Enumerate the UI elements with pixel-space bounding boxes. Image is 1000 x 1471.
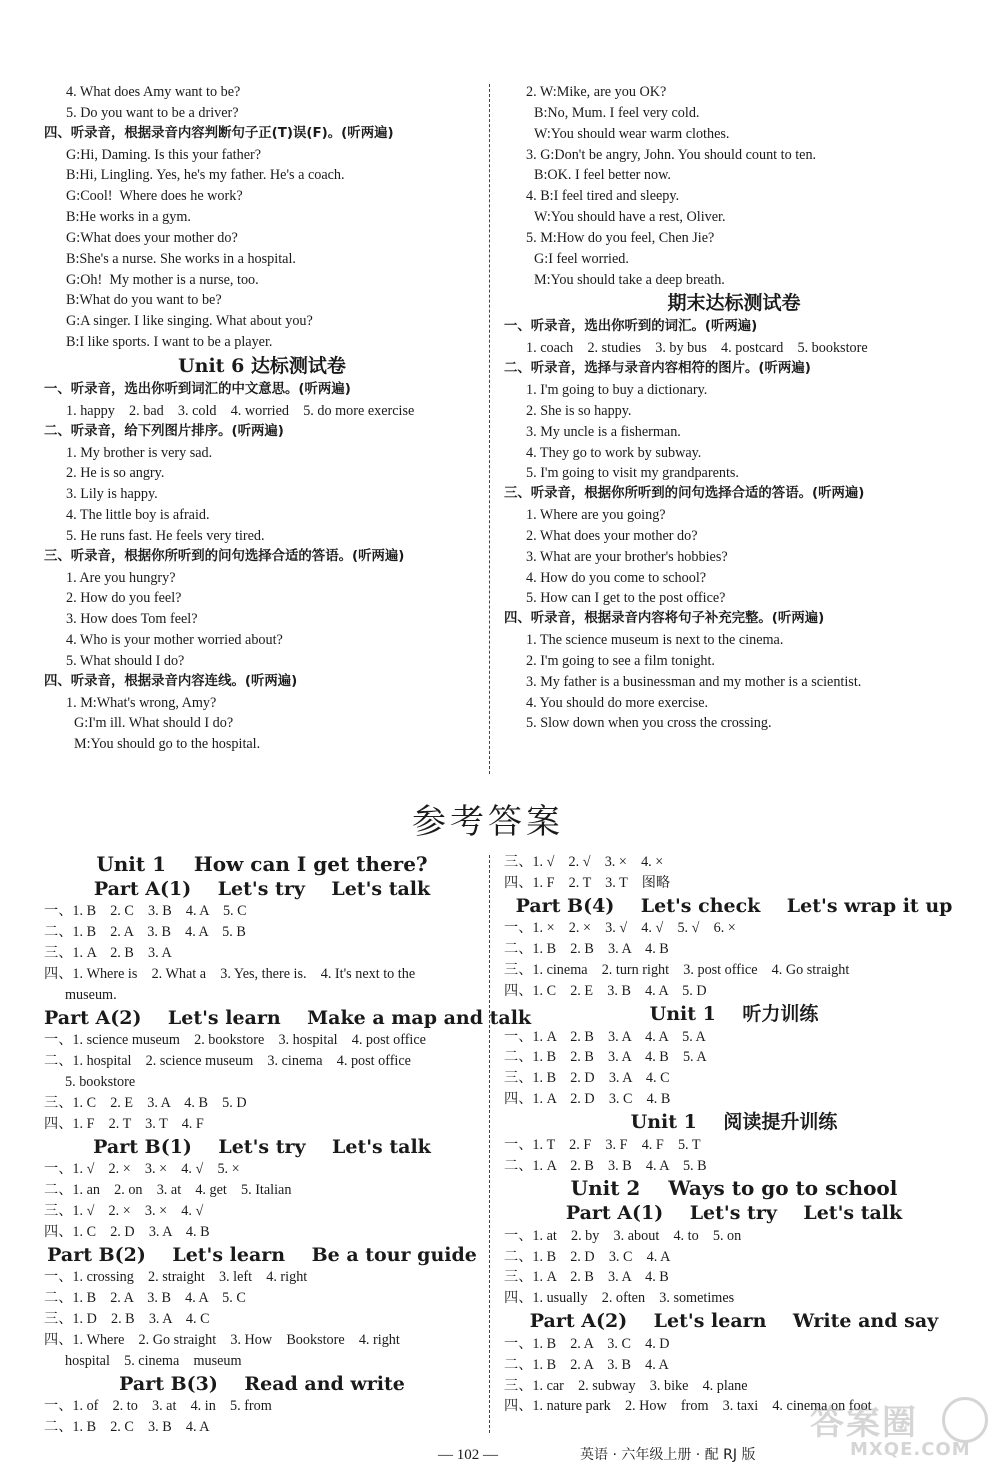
text-line: B:I like sports. I want to be a player. [66, 334, 273, 351]
text-line: 4. Who is your mother worried about? [66, 632, 283, 649]
answers-right-column [504, 852, 964, 1417]
text-line: 三、1. B 2. D 3. A 4. C [504, 1070, 670, 1087]
text-line: B:No, Mum. I feel very cold. [534, 104, 700, 121]
column-divider [489, 84, 490, 774]
text-line: 5. bookstore [65, 1074, 136, 1091]
text-line: 4. The little boy is afraid. [66, 507, 210, 524]
text-line: 四、1. Where is 2. What a 3. Yes, there is. 4. It's next to the [44, 965, 416, 982]
text-line: 5. Do you want to be a driver? [66, 104, 239, 121]
section-title: Unit 1 阅读提升训练 [630, 1111, 838, 1134]
section-title: Part A(2) Let's learn Write and say [529, 1310, 939, 1333]
text-line: B:OK. I feel better now. [534, 167, 671, 184]
text-line: W:You should wear warm clothes. [534, 125, 730, 142]
text-line: 二、1. B 2. A 3. B 4. A 5. C [44, 1290, 246, 1307]
question-heading: 一、听录音，选出你听到的词汇。(听两遍) [504, 319, 758, 335]
text-line: 四、1. C 2. E 3. B 4. A 5. D [504, 983, 707, 1000]
text-line: B:He works in a gym. [66, 209, 191, 226]
text-line: 3. My uncle is a fisherman. [526, 423, 681, 440]
text-line: 二、1. B 2. B 3. A 4. B [504, 941, 669, 958]
text-line: 1. coach 2. studies 3. by bus 4. postcard 5. bookstore [526, 340, 868, 357]
text-line: G:A singer. I like singing. What about you? [66, 313, 313, 330]
text-line: 1. happy 2. bad 3. cold 4. worried 5. do more exercise [66, 402, 415, 419]
section-title: Part A(2) Let's learn Make a map and talk [44, 1006, 532, 1029]
text-line: 二、1. B 2. A 3. B 4. A [504, 1356, 669, 1373]
watermark-cn: 答案圈 [810, 1403, 918, 1443]
question-heading: 三、听录音，根据你所听到的问句选择合适的答语。(听两遍) [44, 548, 405, 564]
text-line: W:You should have a rest, Oliver. [534, 209, 726, 226]
text-line: 3. What are your brother's hobbies? [526, 548, 728, 565]
text-line: 1. I'm going to buy a dictionary. [526, 381, 708, 398]
question-heading: 四、听录音，根据录音内容判断句子正(T)误(F)。(听两遍) [44, 125, 394, 141]
text-line: 三、1. A 2. B 3. A [44, 944, 172, 961]
text-line: 4. How do you come to school? [526, 569, 707, 586]
text-line: 1. Are you hungry? [66, 569, 176, 586]
listening-script-left [44, 82, 480, 755]
text-line: 5. M:How do you feel, Chen Jie? [526, 229, 715, 246]
section-title: Unit 1 听力训练 [649, 1002, 819, 1025]
section-title: 期末达标测试卷 [667, 292, 801, 315]
question-heading: 四、听录音，根据录音内容将句子补充完整。(听两遍) [504, 611, 825, 627]
text-line: G:Hi, Daming. Is this your father? [66, 146, 262, 163]
text-line: 一、1. at 2. by 3. about 4. to 5. on [504, 1227, 742, 1244]
text-line: 三、1. cinema 2. turn right 3. post office 4. Go straight [504, 962, 850, 979]
text-line: 三、1. car 2. subway 3. bike 4. plane [504, 1377, 748, 1394]
question-heading: 一、听录音，选出你听到词汇的中文意思。(听两遍) [44, 381, 351, 397]
text-line: 三、1. D 2. B 3. A 4. C [44, 1311, 210, 1328]
text-line: 四、1. usually 2. often 3. sometimes [504, 1290, 735, 1307]
watermark-ring-icon [942, 1397, 988, 1443]
text-line: museum. [65, 986, 117, 1003]
section-title: Unit 1 How can I get there? [96, 852, 428, 876]
text-line: 三、1. C 2. E 3. A 4. B 5. D [44, 1094, 247, 1111]
text-line: 2. W:Mike, are you OK? [526, 84, 667, 100]
text-line: M:You should take a deep breath. [534, 271, 725, 288]
text-line: 5. I'm going to visit my grandparents. [526, 465, 739, 482]
text-line: 3. How does Tom feel? [66, 611, 198, 628]
text-line: 四、1. F 2. T 3. T 4. F [44, 1115, 204, 1132]
text-line: 1. My brother is very sad. [66, 444, 213, 461]
section-title: Unit 2 Ways to go to school [570, 1176, 898, 1201]
text-line: G:Cool! Where does he work? [66, 188, 243, 205]
text-line: 5. Slow down when you cross the crossing. [526, 715, 772, 732]
text-line: 1. M:What's wrong, Amy? [66, 694, 217, 711]
section-title: Part B(1) Let's try Let's talk [93, 1135, 431, 1158]
watermark-en: MXQE.COM [850, 1439, 971, 1460]
text-line: 2. How do you feel? [66, 590, 182, 607]
text-line: 四、1. Where 2. Go straight 3. How Bookstore 4. right [44, 1332, 400, 1349]
text-line: 一、1. B 2. A 3. C 4. D [504, 1335, 670, 1352]
text-line: 一、1. science museum 2. bookstore 3. hospital 4. post office [44, 1032, 426, 1049]
section-title: Part A(1) Let's try Let's talk [565, 1202, 903, 1225]
text-line: 一、1. √ 2. × 3. × 4. √ 5. × [44, 1161, 240, 1178]
question-heading: 二、听录音，给下列图片排序。(听两遍) [44, 423, 284, 439]
text-line: 二、1. hospital 2. science museum 3. cinema 4. post office [44, 1053, 411, 1070]
text-line: 2. What does your mother do? [526, 527, 698, 544]
book-label: 英语 · 六年级上册 · 配 RJ 版 [580, 1447, 756, 1463]
text-line: 3. My father is a businessman and my mother is a scientist. [526, 673, 862, 690]
section-title: Part B(4) Let's check Let's wrap it up [515, 894, 953, 917]
text-line: 2. I'm going to see a film tonight. [526, 652, 715, 669]
text-line: 一、1. A 2. B 3. A 4. A 5. A [504, 1028, 706, 1045]
text-line: 四、1. nature park 2. How from 3. taxi 4. cinema on foot [504, 1398, 872, 1415]
text-line: 5. How can I get to the post office? [526, 590, 726, 607]
listening-script-right [504, 82, 964, 734]
text-line: 4. What does Amy want to be? [66, 84, 241, 100]
question-heading: 四、听录音，根据录音内容连线。(听两遍) [44, 673, 298, 689]
text-line: 5. He runs fast. He feels very tired. [66, 527, 265, 544]
watermark-logo [800, 1395, 995, 1467]
text-line: M:You should go to the hospital. [74, 736, 261, 753]
text-line: 一、1. of 2. to 3. at 4. in 5. from [44, 1398, 272, 1415]
text-line: 三、1. A 2. B 3. A 4. B [504, 1269, 669, 1286]
text-line: 三、1. √ 2. × 3. × 4. √ [44, 1203, 204, 1220]
section-title: Unit 6 达标测试卷 [178, 354, 346, 377]
text-line: 4. You should do more exercise. [526, 694, 709, 711]
text-line: 四、1. A 2. D 3. C 4. B [504, 1091, 671, 1108]
column-divider [489, 855, 490, 1433]
text-line: 一、1. crossing 2. straight 3. left 4. right [44, 1269, 308, 1286]
text-line: 5. What should I do? [66, 652, 185, 669]
text-line: 3. Lily is happy. [66, 486, 158, 503]
text-line: 四、1. F 2. T 3. T 图略 [504, 874, 671, 891]
text-line: 二、1. an 2. on 3. at 4. get 5. Italian [44, 1182, 292, 1199]
question-heading: 三、听录音，根据你所听到的问句选择合适的答语。(听两遍) [504, 486, 865, 502]
text-line: 三、1. √ 2. √ 3. × 4. × [504, 854, 664, 870]
text-line: 2. He is so angry. [66, 465, 165, 482]
text-line: 二、1. B 2. C 3. B 4. A [44, 1419, 210, 1436]
text-line: B:What do you want to be? [66, 292, 222, 309]
section-title: Part A(1) Let's try Let's talk [93, 877, 431, 900]
text-line: B:She's a nurse. She works in a hospital. [66, 250, 296, 267]
text-line: 1. Where are you going? [526, 507, 666, 524]
text-line: 二、1. A 2. B 3. B 4. A 5. B [504, 1157, 707, 1174]
section-title: Part B(2) Let's learn Be a tour guide [47, 1243, 477, 1266]
text-line: B:Hi, Lingling. Yes, he's my father. He's a coach. [66, 167, 345, 184]
text-line: 二、1. B 2. B 3. A 4. B 5. A [504, 1049, 707, 1066]
text-line: 二、1. B 2. A 3. B 4. A 5. B [44, 924, 246, 941]
question-heading: 二、听录音，选择与录音内容相符的图片。(听两遍) [504, 361, 811, 377]
section-title: Part B(3) Read and write [119, 1372, 405, 1395]
text-line: 一、1. × 2. × 3. √ 4. √ 5. √ 6. × [504, 920, 736, 937]
text-line: 2. She is so happy. [526, 402, 632, 419]
text-line: 1. The science museum is next to the cinema. [526, 632, 784, 649]
text-line: 四、1. C 2. D 3. A 4. B [44, 1223, 210, 1240]
text-line: 4. B:I feel tired and sleepy. [526, 188, 680, 205]
text-line: 一、1. T 2. F 3. F 4. F 5. T [504, 1136, 701, 1153]
text-line: 一、1. B 2. C 3. B 4. A 5. C [44, 903, 247, 920]
answers-title: 参考答案 [412, 802, 564, 842]
text-line: G:I feel worried. [534, 250, 629, 267]
text-line: G:Oh! My mother is a nurse, too. [66, 271, 259, 288]
text-line: hospital 5. cinema museum [65, 1353, 242, 1369]
text-line: G:I'm ill. What should I do? [74, 715, 234, 732]
text-line: 3. G:Don't be angry, John. You should count to ten. [526, 146, 817, 163]
text-line: 二、1. B 2. D 3. C 4. A [504, 1248, 671, 1265]
text-line: G:What does your mother do? [66, 229, 238, 246]
text-line: 4. They go to work by subway. [526, 444, 702, 461]
page-number: — 102 — [438, 1447, 498, 1463]
answers-left-column [44, 852, 532, 1438]
